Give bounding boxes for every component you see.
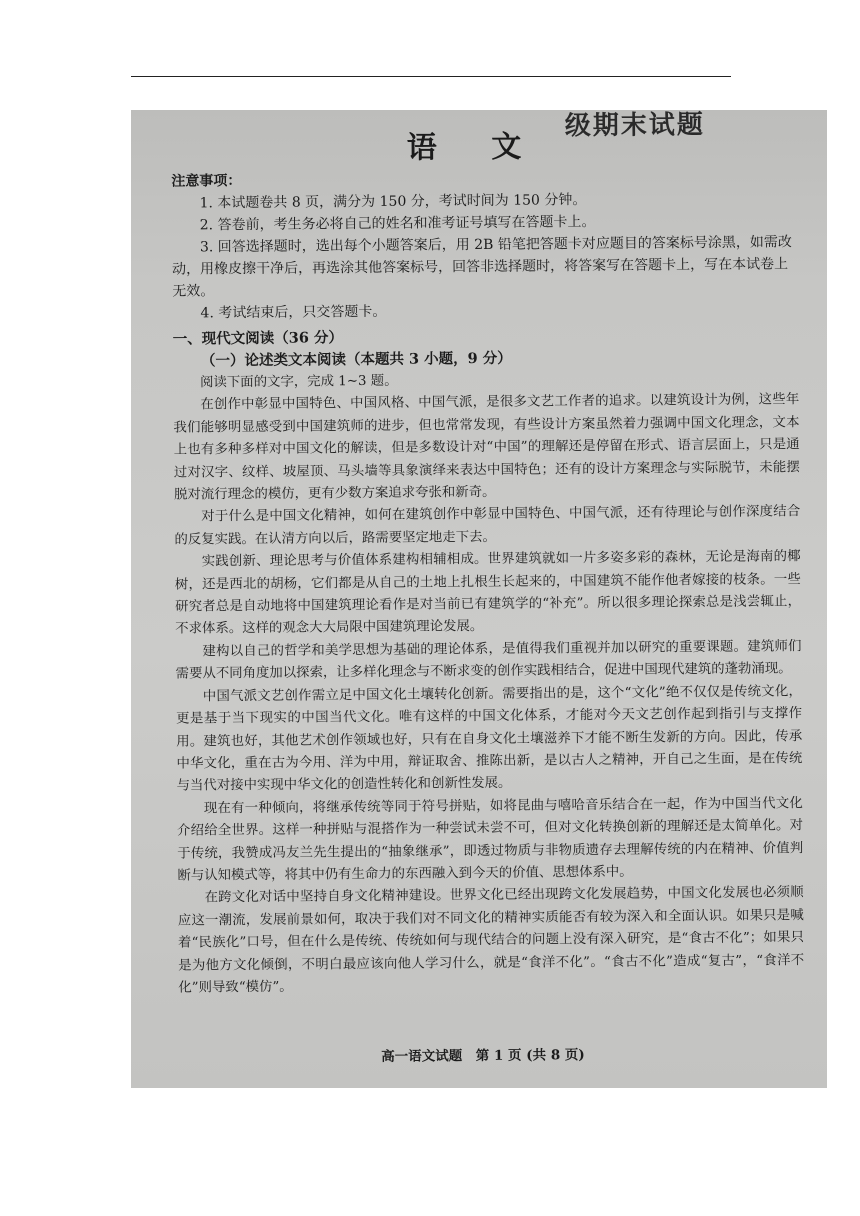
passage-paragraph: 对于什么是中国文化精神，如何在建筑创作中彰显中国特色、中国气派，还有待理论与创作深度结合的反复实践。在认清方向以后，路需要坚定地走下去。 [174, 504, 801, 548]
notice-block [171, 165, 792, 324]
notice-item: 1. 本试题卷共 8 页，满分为 150 分，考试时间为 150 分钟。 [199, 192, 587, 212]
exam-banner: 级期末试题 [564, 110, 706, 142]
passage-paragraph: 建构以自己的哲学和美学思想为基础的理论体系，是值得我们重视并加以研究的重要课题。建筑师们需要从不同角度加以探索，让多样化理念与不断求变的创作实践相结合，促进中国现代建筑的蓬勃涌现。 [175, 639, 802, 682]
section-subtitle: （一）论述类文本阅读（本题共 3 小题，9 分） [200, 349, 512, 370]
passage-paragraph: 在跨文化对话中坚持自身文化精神建设。世界文化已经出现跨文化发展趋势，中国文化发展也必须顺应这一潮流，发展前景如何，取决于我们对不同文化的精神实质能否有较为深入和全面认识。如果只是喊着“民族化”口号，但在什么是传统、传统如何与现代结合的问题上没有深入研究，是“食古不化”；如果只是为他方文化倾倒，不明白最应该向他人学习什么，就是“食洋不化”。“食古不化”造成“复古”，“食洋不化”则导致“模仿”。 [177, 885, 805, 996]
top-rule [131, 76, 731, 77]
passage-paragraph: 现在有一种倾向，将继承传统等同于符号拼贴，如将昆曲与嘻哈音乐结合在一起，作为中国当代文化介绍给全世界。这样一种拼贴与混搭作为一种尝试未尝不可，但对文化转换创新的理解还是太简单化。对于传统，我赞成冯友兰先生提出的“抽象继承”，即透过物质与非物质遗存去理解传统的内在精神、价值判断与认知模式等，将其中仍有生命力的东西融入到今天的价值、思想体系中。 [176, 795, 804, 884]
instruction: 阅读下面的文字，完成 1~3 题。 [200, 373, 398, 391]
exam-title: 语 文 [406, 129, 544, 166]
passage-paragraph: 实践创新、理论思考与价值体系建构相辅相成。世界建筑就如一片多姿多彩的森林，无论是海南的椰树，还是西北的胡杨，它们都是从自己的土地上扎根生长起来的，中国建筑不能作他者嫁接的枝条。一些研究者总是自动地将中国建筑理论看作是对当前已有建筑学的“补充”。所以很多理论探索总是浅尝辄止，不求体系。这样的观念大大局限中国建筑理论发展。 [174, 549, 802, 638]
notice-item: 4. 考试结束后，只交答题卡。 [200, 303, 387, 322]
notice-item: 3. 回答选择题时，选出每个小题答案后，用 2B 铅笔把答题卡对应题目的答案标号涂黑，如需改动，用橡皮擦干净后，再选涂其他答案标号，回答非选择题时，将答案写在答题卡上，写在本试卷上无效。 [172, 234, 792, 300]
notice-item: 2. 答卷前，考生务必将自己的姓名和准考证号填写在答题卡上。 [199, 213, 596, 234]
passage-paragraph: 在创作中彰显中国特色、中国风格、中国气派，是很多文艺工作者的追求。以建筑设计为例，这些年我们能够明显感受到中国建筑师的进步，但也常常发现，有些设计方案虽然着力强调中国文化理念，文本上也有多种多样对中国文化的解读，但是多数设计对“中国”的理解还是停留在形式、语言层面上，只是通过对汉字、纹样、坡屋顶、马头墙等具象演绎来表达中国特色；还有的设计方案理念与实际脱节，未能摆脱对流行理念的模仿，更有少数方案追求夸张和新奇。 [173, 392, 800, 503]
reading-passage [173, 367, 804, 1000]
exam-paper [137, 110, 822, 1088]
exam-photo [131, 110, 827, 1088]
page-footer: 高一语文试题 第 1 页 (共 8 页) [381, 1047, 585, 1065]
passage-paragraph: 中国气派文艺创作需立足中国文化土壤转化创新。需要指出的是，这个“文化”绝不仅仅是传统文化，更是基于当下现实的中国当代文化。唯有这样的中国文化体系，才能对今天文艺创作起到指引与支撑作用。建筑也好，其他艺术创作领域也好，只有在自身文化土壤滋养下才能不断生发新的方向。因此，传承中华文化，重在古为今用、洋为中用，辩证取舍、推陈出新，是以古人之精神，开自己之生面，是在传统与当代对接中实现中华文化的创造性转化和创新性发展。 [175, 683, 803, 794]
section-title: 一、现代文阅读（36 分） [172, 329, 344, 348]
notice-heading: 注意事项： [171, 173, 242, 190]
